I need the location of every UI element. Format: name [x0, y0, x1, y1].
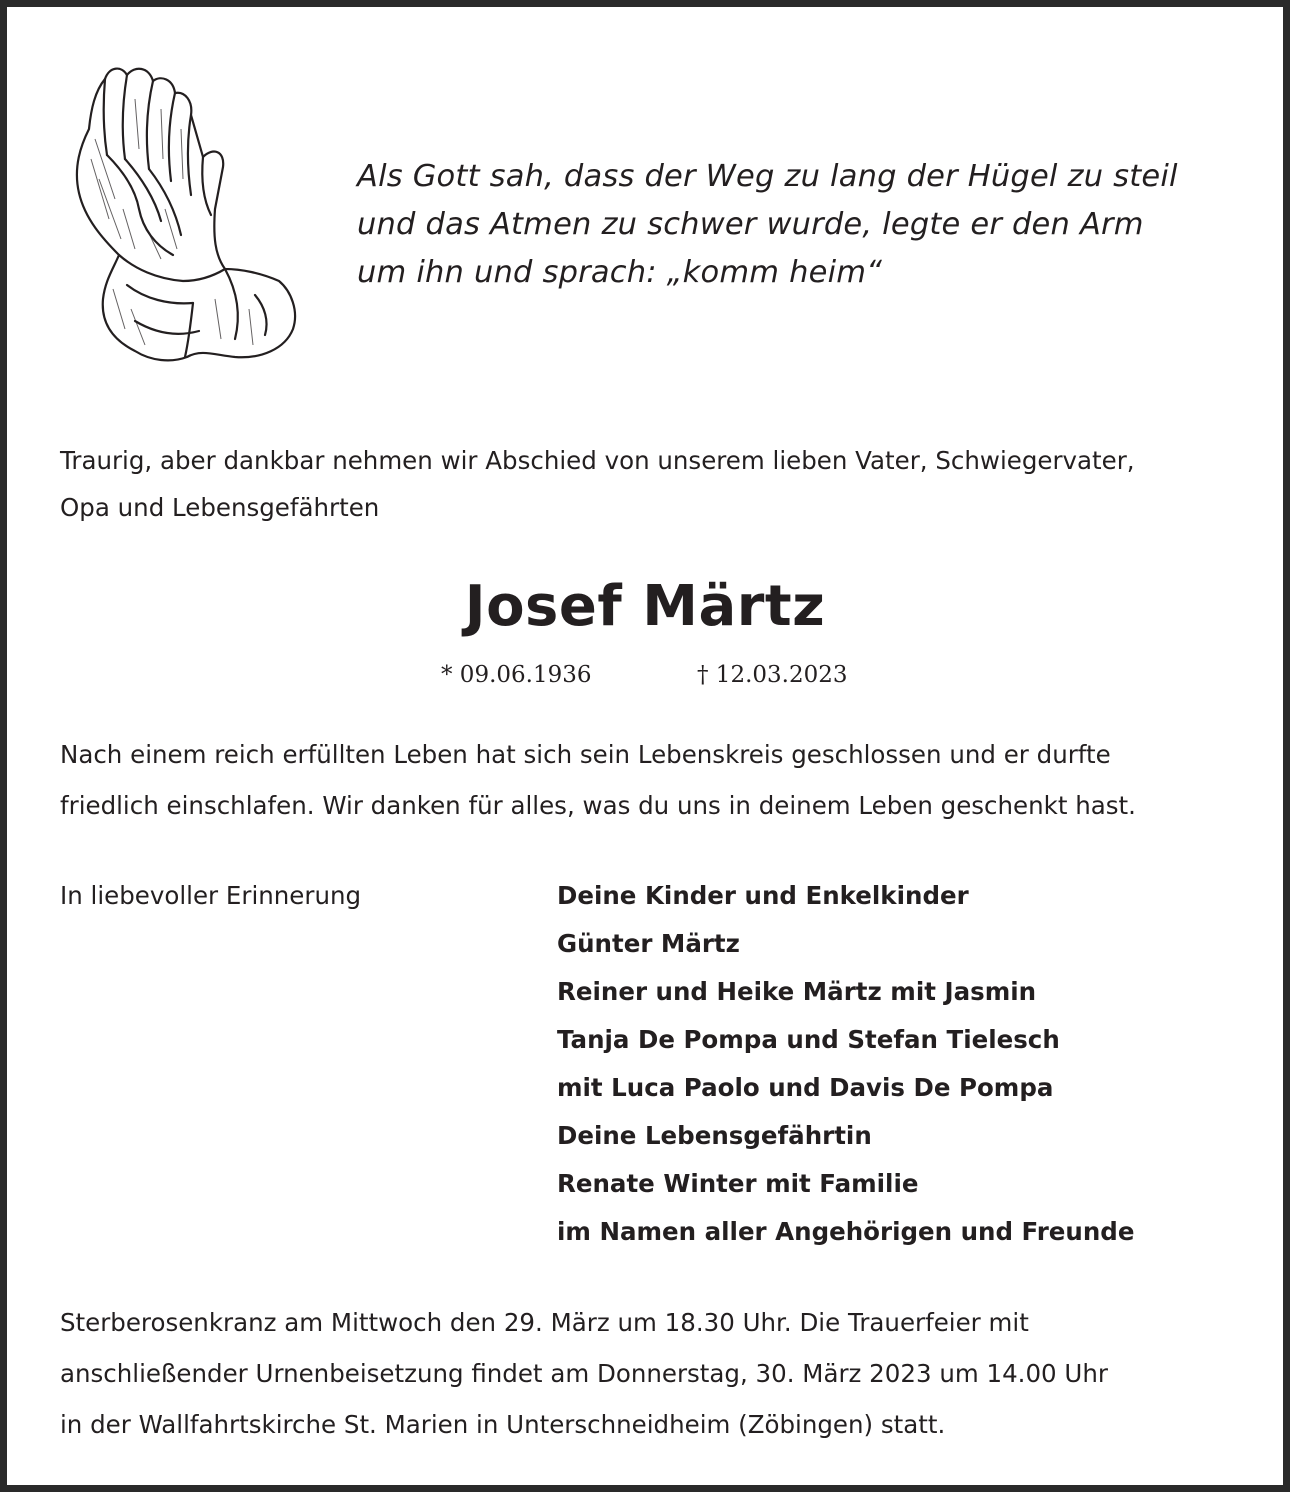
death-date: † 12.03.2023: [697, 662, 848, 688]
service-line: Sterberosenkranz am Mittwoch den 29. März um 18.30 Uhr. Die Trauerfeier mit: [60, 1308, 1029, 1337]
praying-hands-icon: [65, 59, 305, 364]
quote-line: und das Atmen zu schwer wurde, legte er den Arm: [357, 207, 1144, 242]
deceased-name: Josef Märtz: [464, 574, 826, 639]
memory-label: In liebevoller Erinnerung: [60, 881, 362, 910]
mourner-line: Tanja De Pompa und Stefan Tielesch: [557, 1025, 1060, 1054]
service-line: anschließender Urnenbeisetzung findet am Donnerstag, 30. März 2023 um 14.00 Uhr: [60, 1359, 1108, 1388]
intro-line: Opa und Lebensgefährten: [60, 493, 380, 522]
mourner-line: Deine Kinder und Enkelkinder: [557, 881, 969, 910]
service-details: [60, 1297, 1260, 1450]
intro-text: [60, 437, 1250, 531]
service-line: in der Wallfahrtskirche St. Marien in Unterschneidheim (Zöbingen) statt.: [60, 1410, 946, 1439]
mourner-line: Deine Lebensgefährtin: [557, 1121, 872, 1150]
message-line: friedlich einschlafen. Wir danken für alles, was du uns in deinem Leben geschenkt hast.: [60, 791, 1136, 820]
farewell-message: [60, 729, 1260, 831]
birth-date: * 09.06.1936: [441, 662, 592, 688]
intro-line: Traurig, aber dankbar nehmen wir Abschied von unserem lieben Vater, Schwiegervater,: [60, 446, 1135, 475]
quote-line: Als Gott sah, dass der Weg zu lang der Hügel zu steil: [357, 159, 1178, 194]
quote-line: um ihn und sprach: „komm heim“: [357, 255, 883, 290]
mourner-line: mit Luca Paolo und Davis De Pompa: [557, 1073, 1054, 1102]
memorial-quote: [357, 153, 1257, 297]
mourners-list: [557, 872, 1134, 1256]
mourner-line: Renate Winter mit Familie: [557, 1169, 919, 1198]
mourner-line: im Namen aller Angehörigen und Freunde: [557, 1217, 1135, 1246]
mourner-line: Reiner und Heike Märtz mit Jasmin: [557, 977, 1037, 1006]
mourner-line: Günter Märtz: [557, 929, 740, 958]
message-line: Nach einem reich erfüllten Leben hat sich sein Lebenskreis geschlossen und er durfte: [60, 740, 1111, 769]
